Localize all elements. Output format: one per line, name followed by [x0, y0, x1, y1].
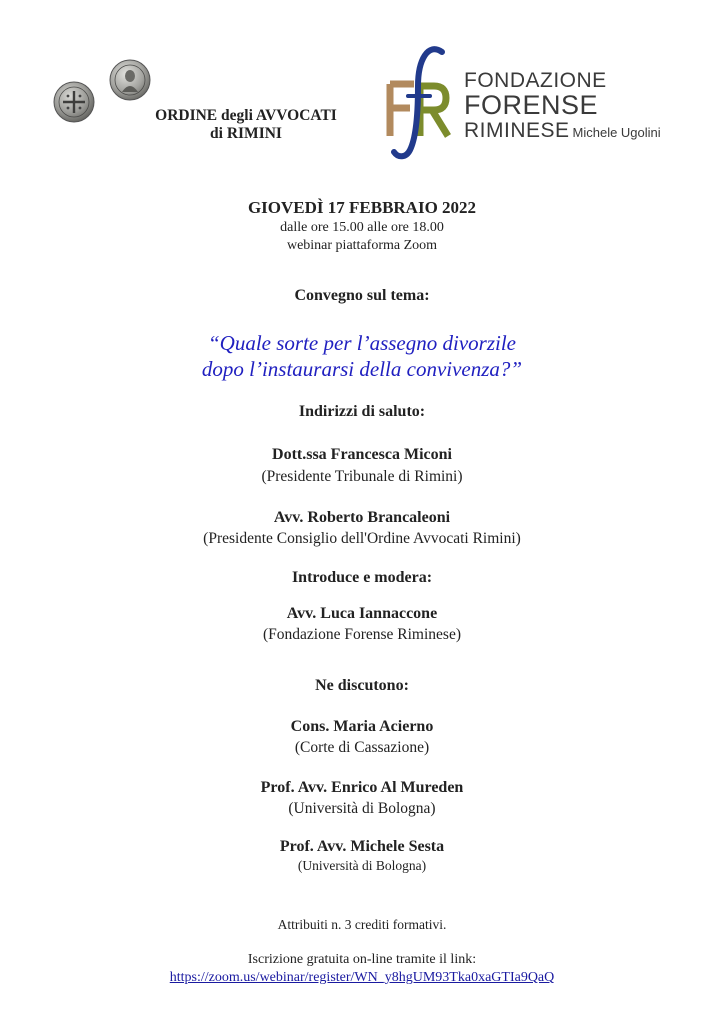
ordine-avvocati-name — [136, 107, 356, 143]
coin-left-icon — [54, 82, 94, 122]
saluti-heading: Indirizzi di saluto: — [298, 403, 426, 420]
ordine-line2: di RIMINI — [210, 125, 282, 142]
moderatore-role: (Fondazione Forense Riminese) — [262, 626, 461, 643]
speaker-role: (Università di Bologna) — [288, 800, 436, 817]
fondazione-line2: FORENSE — [464, 90, 599, 120]
fondazione-line1: FONDAZIONE — [464, 69, 607, 92]
speaker-role: (Università di Bologna) — [297, 858, 427, 873]
speaker-role: (Presidente Tribunale di Rimini) — [261, 468, 463, 485]
event-theme — [0, 330, 724, 382]
event-platform: webinar piattaforma Zoom — [286, 238, 438, 253]
moderatore-heading: Introduce e modera: — [291, 569, 433, 586]
registration-link[interactable]: https://zoom.us/webinar/register/WN_y8hgUM93Tka0xaGTIa9QaQ — [169, 970, 555, 985]
theme-line1: “Quale sorte per l’assegno divorzile — [208, 331, 516, 355]
speaker-name: Prof. Avv. Enrico Al Mureden — [260, 779, 464, 796]
discussione-heading: Ne discutono: — [315, 677, 409, 694]
fondazione-line3: RIMINESE — [464, 119, 570, 142]
event-time: dalle ore 15.00 alle ore 18.00 — [280, 220, 444, 235]
moderatore-name: Avv. Luca Iannaccone — [286, 605, 438, 622]
speaker-name: Dott.ssa Francesca Miconi — [272, 446, 452, 463]
convegno-label: Convegno sul tema: — [294, 287, 430, 304]
event-date: GIOVEDÌ 17 FEBBRAIO 2022 — [247, 198, 477, 217]
fondazione-name — [464, 70, 661, 145]
coin-right-icon — [110, 60, 150, 100]
credits-note: Attribuiti n. 3 crediti formativi. — [277, 917, 447, 932]
speaker-name: Prof. Avv. Michele Sesta — [279, 838, 445, 855]
speaker-role: (Corte di Cassazione) — [294, 739, 430, 756]
ordine-line1: ORDINE degli AVVOCATI — [155, 107, 337, 124]
speaker-name: Cons. Maria Acierno — [290, 718, 434, 735]
fondazione-line3-wrap — [464, 119, 661, 145]
speaker-name: Avv. Roberto Brancaleoni — [273, 509, 451, 526]
fondazione-ff-logo-icon — [384, 42, 464, 162]
registration-note: Iscrizione gratuita on-line tramite il link: — [247, 952, 477, 967]
theme-line2: dopo l’instaurarsi della convivenza?” — [201, 357, 523, 381]
speaker-role: (Presidente Consiglio dell'Ordine Avvocati Rimini) — [203, 530, 521, 547]
fondazione-sub: Michele Ugolini — [572, 125, 661, 140]
